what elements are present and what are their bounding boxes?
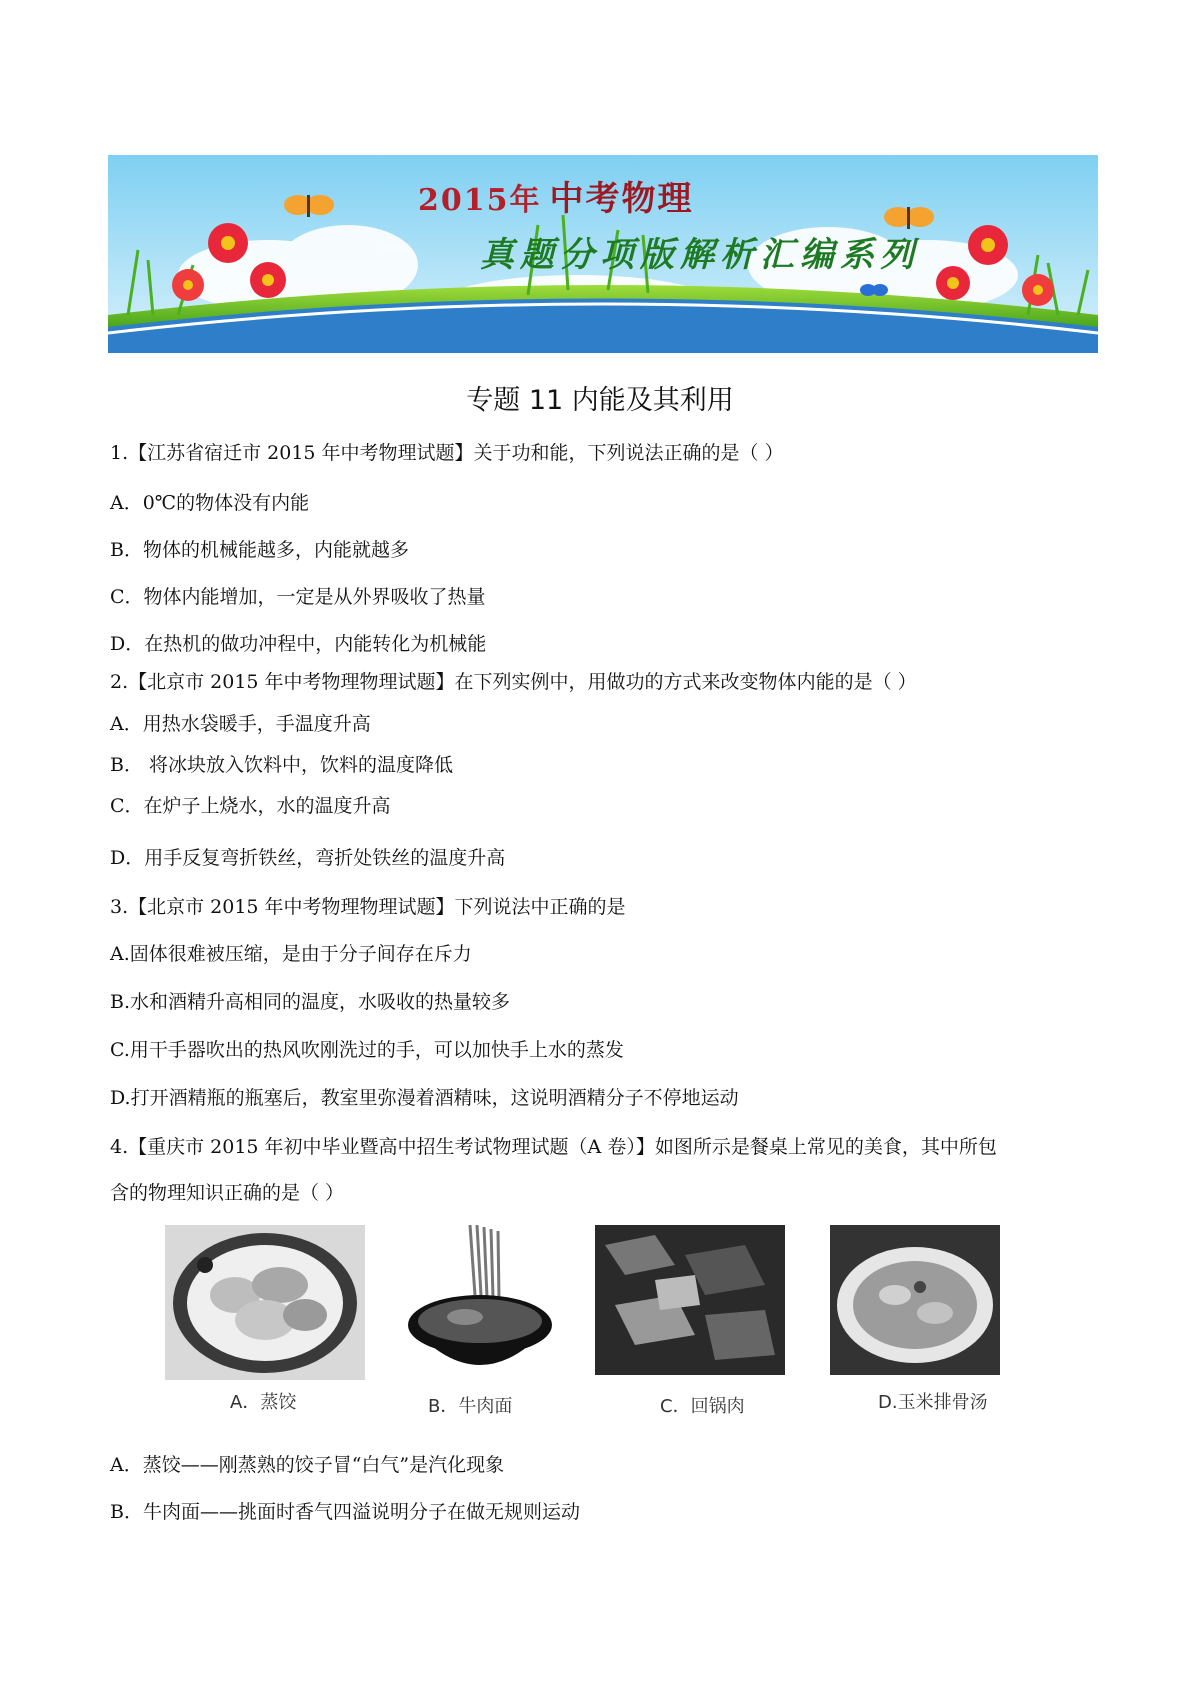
question-option: A．0℃的物体没有内能 — [110, 492, 310, 514]
beef-noodles-photo — [405, 1225, 555, 1385]
question-stem: 1.【江苏省宿迁市 2015 年中考物理试题】关于功和能，下列说法正确的是（ ） — [110, 442, 784, 464]
question-option: D．用手反复弯折铁丝，弯折处铁丝的温度升高 — [110, 847, 506, 869]
question-option: B.水和酒精升高相同的温度，水吸收的热量较多 — [110, 991, 511, 1013]
food-photos — [160, 1225, 1040, 1425]
question-stem-cont: 含的物理知识正确的是（ ） — [110, 1182, 345, 1204]
question-option: C．物体内能增加，一定是从外界吸收了热量 — [110, 586, 486, 608]
butterfly-icon — [284, 195, 334, 217]
question-option: C．在炉子上烧水，水的温度升高 — [110, 795, 391, 817]
question-option: D．在热机的做功冲程中，内能转化为机械能 — [110, 633, 487, 655]
question-option: B． 将冰块放入饮料中，饮料的温度降低 — [110, 754, 454, 776]
question-option: A．蒸饺——刚蒸熟的饺子冒“白气”是汽化现象 — [110, 1454, 505, 1476]
header-banner — [108, 155, 1098, 353]
photo-label: C．回锅肉 — [660, 1396, 745, 1417]
question-stem: 4.【重庆市 2015 年初中毕业暨高中招生考试物理试题（A 卷）】如图所示是餐桌上常见的美食，其中所包 — [110, 1136, 997, 1158]
banner-subtitle: 真题分项版解析汇编系列 — [480, 235, 920, 275]
page-title: 专题 11 内能及其利用 — [466, 385, 734, 416]
corn-soup-photo — [830, 1225, 1000, 1375]
question-stem: 3.【北京市 2015 年中考物理物理试题】下列说法中正确的是 — [110, 896, 626, 918]
question-option: B．牛肉面——挑面时香气四溢说明分子在做无规则运动 — [110, 1501, 580, 1523]
question-option: B．物体的机械能越多，内能就越多 — [110, 539, 409, 561]
question-option: C.用干手器吹出的热风吹刚洗过的手，可以加快手上水的蒸发 — [110, 1039, 624, 1061]
question-option: A．用热水袋暖手，手温度升高 — [110, 713, 371, 735]
pork-photo — [595, 1225, 785, 1375]
photo-label: D.玉米排骨汤 — [878, 1392, 988, 1413]
question-option: D.打开酒精瓶的瓶塞后，教室里弥漫着酒精味，这说明酒精分子不停地运动 — [110, 1087, 739, 1109]
photo-label: A．蒸饺 — [230, 1392, 297, 1413]
photo-label: B．牛肉面 — [428, 1396, 513, 1417]
butterfly-icon — [884, 207, 934, 229]
dumplings-photo — [165, 1225, 365, 1380]
question-stem: 2.【北京市 2015 年中考物理物理试题】在下列实例中，用做功的方式来改变物体内能的是（ ） — [110, 671, 917, 693]
banner-title: 2015年 中考物理 — [418, 179, 694, 219]
question-option: A.固体很难被压缩，是由于分子间存在斥力 — [110, 943, 472, 965]
